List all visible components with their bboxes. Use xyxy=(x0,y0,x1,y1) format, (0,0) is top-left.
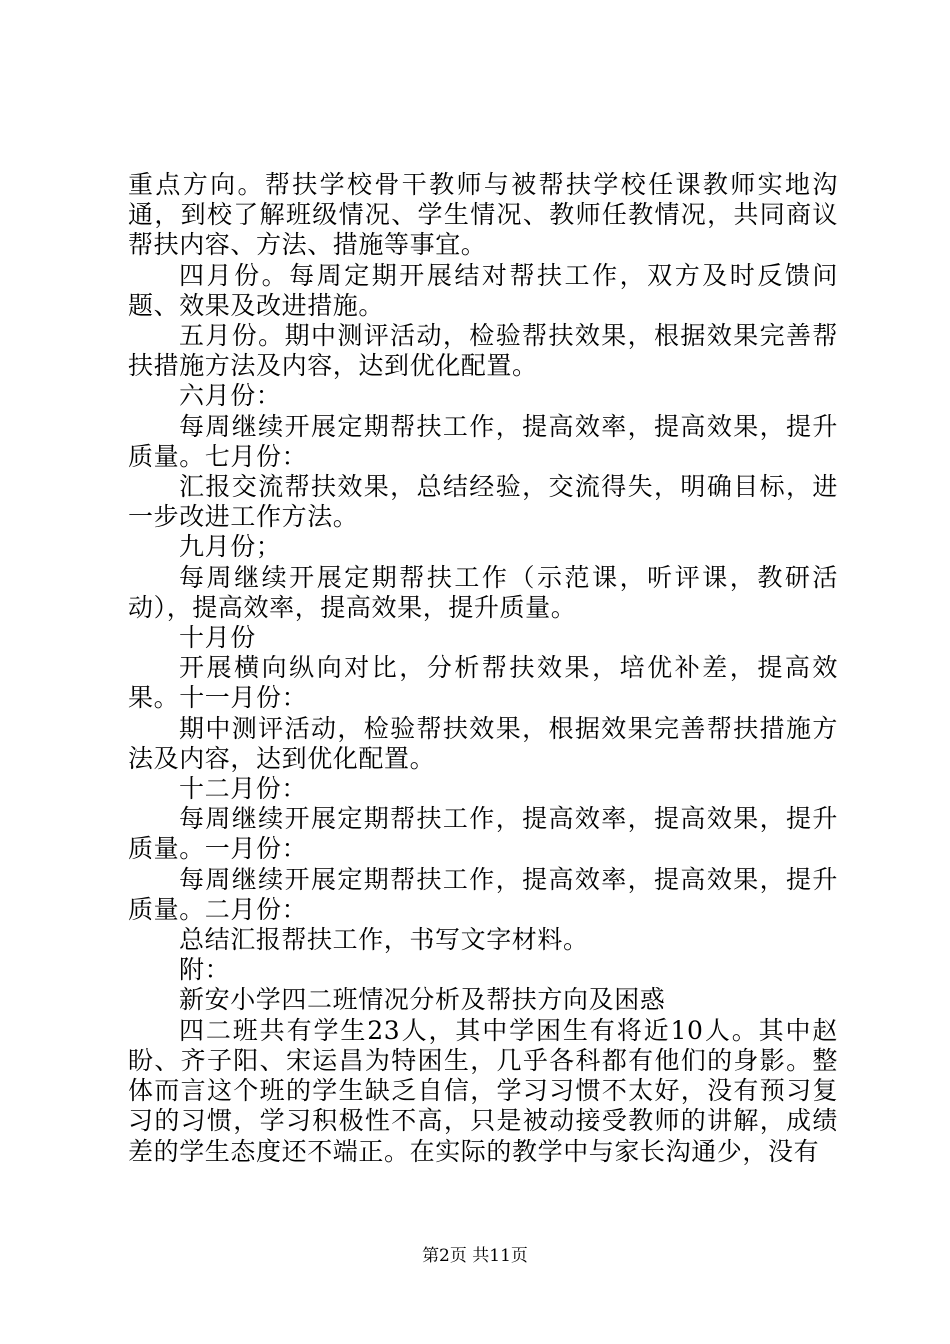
paragraph-continuation: 重点方向。帮扶学校骨干教师与被帮扶学校任课教师实地沟通，到校了解班级情况、学生情况、教师任教情况，共同商议帮扶内容、方法、措施等事宜。 xyxy=(128,170,838,260)
paragraph-november: 期中测评活动，检验帮扶效果，根据效果完善帮扶措施方法及内容，达到优化配置。 xyxy=(128,713,838,773)
paragraph-september: 每周继续开展定期帮扶工作（示范课，听评课，教研活动），提高效率，提高效果，提升质量。 xyxy=(128,562,838,622)
paragraph-class-analysis: 四二班共有学生23人，其中学困生有将近10人。其中赵盼、齐子阳、宋运昌为特困生，几乎各科都有他们的身影。整体而言这个班的学生缺乏自信，学习习惯不太好，没有预习复习的习惯，学习积极性不高，只是被动接受教师的讲解，成绩差的学生态度还不端正。在实际的教学中与家长沟通少，没有 xyxy=(128,1015,838,1166)
heading-june: 六月份： xyxy=(179,381,282,411)
paragraph-october: 开展横向纵向对比，分析帮扶效果，培优补差，提高效果。十一月份： xyxy=(128,653,838,713)
appendix-title: 新安小学四二班情况分析及帮扶方向及困惑 xyxy=(179,985,666,1015)
paragraph-july: 汇报交流帮扶效果，总结经验，交流得失，明确目标，进一步改进工作方法。 xyxy=(128,472,838,532)
paragraph-january: 每周继续开展定期帮扶工作，提高效率，提高效果，提升质量。二月份： xyxy=(128,864,838,924)
paragraph-december: 每周继续开展定期帮扶工作，提高效率，提高效果，提升质量。一月份： xyxy=(128,804,838,864)
heading-appendix: 附： xyxy=(179,955,231,985)
heading-october: 十月份 xyxy=(179,623,256,653)
paragraph-april: 四月份。每周定期开展结对帮扶工作，双方及时反馈问题、效果及改进措施。 xyxy=(128,260,838,320)
page-number-footer: 第2页 共11页 xyxy=(422,1246,528,1266)
paragraph-june: 每周继续开展定期帮扶工作，提高效率，提高效果，提升质量。七月份： xyxy=(128,411,838,471)
paragraph-february: 总结汇报帮扶工作，书写文字材料。 xyxy=(179,925,589,955)
heading-september: 九月份； xyxy=(179,532,282,562)
heading-december: 十二月份： xyxy=(179,774,308,804)
paragraph-may: 五月份。期中测评活动，检验帮扶效果，根据效果完善帮扶措施方法及内容，达到优化配置。 xyxy=(128,321,838,381)
document-body xyxy=(128,170,838,1167)
